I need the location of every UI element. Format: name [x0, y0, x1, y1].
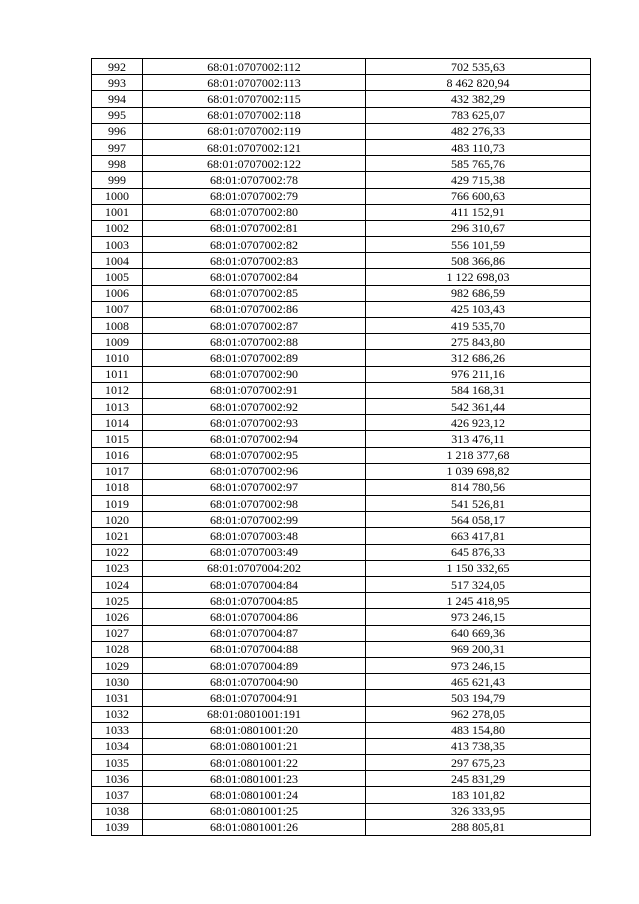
row-number-cell: 1025: [92, 593, 143, 609]
cadastral-number-cell: 68:01:0707004:88: [143, 641, 366, 657]
cadastral-value-cell: 969 200,31: [366, 641, 591, 657]
row-number-cell: 1012: [92, 382, 143, 398]
cadastral-value-cell: 419 535,70: [366, 318, 591, 334]
row-number-cell: 1016: [92, 447, 143, 463]
row-number-cell: 1035: [92, 755, 143, 771]
table-row: [92, 657, 591, 673]
cadastral-value-table: [91, 58, 591, 836]
cadastral-value-cell: 312 686,26: [366, 350, 591, 366]
row-number-cell: 1002: [92, 220, 143, 236]
cadastral-value-cell: 542 361,44: [366, 398, 591, 414]
cadastral-number-cell: 68:01:0801001:25: [143, 803, 366, 819]
row-number-cell: 1021: [92, 528, 143, 544]
cadastral-number-cell: 68:01:0707002:89: [143, 350, 366, 366]
row-number-cell: 1013: [92, 398, 143, 414]
table-row: [92, 706, 591, 722]
cadastral-number-cell: 68:01:0707003:48: [143, 528, 366, 544]
table-row: [92, 787, 591, 803]
cadastral-value-cell: 413 738,35: [366, 738, 591, 754]
row-number-cell: 1032: [92, 706, 143, 722]
row-number-cell: 1001: [92, 204, 143, 220]
table-body: [92, 59, 591, 836]
cadastral-value-cell: 556 101,59: [366, 237, 591, 253]
cadastral-number-cell: 68:01:0707002:91: [143, 382, 366, 398]
table-row: [92, 463, 591, 479]
cadastral-number-cell: 68:01:0801001:24: [143, 787, 366, 803]
cadastral-number-cell: 68:01:0707002:90: [143, 366, 366, 382]
table-row: [92, 544, 591, 560]
cadastral-number-cell: 68:01:0707002:113: [143, 75, 366, 91]
row-number-cell: 997: [92, 139, 143, 155]
row-number-cell: 1022: [92, 544, 143, 560]
table-row: [92, 819, 591, 835]
row-number-cell: 1014: [92, 415, 143, 431]
cadastral-value-cell: 508 366,86: [366, 253, 591, 269]
cadastral-number-cell: 68:01:0707002:112: [143, 59, 366, 75]
cadastral-value-cell: 814 780,56: [366, 479, 591, 495]
cadastral-value-cell: 1 122 698,03: [366, 269, 591, 285]
table-row: [92, 803, 591, 819]
table-row: [92, 334, 591, 350]
row-number-cell: 992: [92, 59, 143, 75]
row-number-cell: 1033: [92, 722, 143, 738]
cadastral-number-cell: 68:01:0707002:79: [143, 188, 366, 204]
table-row: [92, 625, 591, 641]
table-row: [92, 350, 591, 366]
row-number-cell: 999: [92, 172, 143, 188]
table-row: [92, 771, 591, 787]
cadastral-value-cell: 585 765,76: [366, 156, 591, 172]
cadastral-value-cell: 702 535,63: [366, 59, 591, 75]
row-number-cell: 1026: [92, 609, 143, 625]
row-number-cell: 1030: [92, 674, 143, 690]
cadastral-value-cell: 640 669,36: [366, 625, 591, 641]
table-row: [92, 285, 591, 301]
table-row: [92, 674, 591, 690]
cadastral-number-cell: 68:01:0707002:96: [143, 463, 366, 479]
row-number-cell: 994: [92, 91, 143, 107]
table-row: [92, 123, 591, 139]
row-number-cell: 1008: [92, 318, 143, 334]
cadastral-number-cell: 68:01:0707002:78: [143, 172, 366, 188]
row-number-cell: 998: [92, 156, 143, 172]
cadastral-number-cell: 68:01:0801001:21: [143, 738, 366, 754]
row-number-cell: 1006: [92, 285, 143, 301]
cadastral-number-cell: 68:01:0707002:122: [143, 156, 366, 172]
cadastral-value-cell: 275 843,80: [366, 334, 591, 350]
table-row: [92, 301, 591, 317]
cadastral-number-cell: 68:01:0707004:85: [143, 593, 366, 609]
cadastral-number-cell: 68:01:0707002:95: [143, 447, 366, 463]
table-row: [92, 447, 591, 463]
cadastral-value-cell: 503 194,79: [366, 690, 591, 706]
table-row: [92, 237, 591, 253]
table-row: [92, 609, 591, 625]
cadastral-number-cell: 68:01:0707004:90: [143, 674, 366, 690]
cadastral-number-cell: 68:01:0707002:80: [143, 204, 366, 220]
cadastral-number-cell: 68:01:0707002:87: [143, 318, 366, 334]
cadastral-value-cell: 982 686,59: [366, 285, 591, 301]
table-row: [92, 479, 591, 495]
row-number-cell: 1039: [92, 819, 143, 835]
cadastral-value-cell: 296 310,67: [366, 220, 591, 236]
cadastral-value-cell: 432 382,29: [366, 91, 591, 107]
cadastral-value-cell: 541 526,81: [366, 496, 591, 512]
cadastral-value-cell: 962 278,05: [366, 706, 591, 722]
row-number-cell: 1009: [92, 334, 143, 350]
cadastral-number-cell: 68:01:0707002:83: [143, 253, 366, 269]
cadastral-number-cell: 68:01:0707002:121: [143, 139, 366, 155]
cadastral-value-cell: 482 276,33: [366, 123, 591, 139]
table-row: [92, 366, 591, 382]
table-row: [92, 204, 591, 220]
cadastral-number-cell: 68:01:0707002:81: [143, 220, 366, 236]
cadastral-number-cell: 68:01:0707004:84: [143, 577, 366, 593]
table-row: [92, 107, 591, 123]
table-row: [92, 75, 591, 91]
table-row: [92, 398, 591, 414]
cadastral-number-cell: 68:01:0707002:119: [143, 123, 366, 139]
row-number-cell: 1037: [92, 787, 143, 803]
table-row: [92, 172, 591, 188]
table-row: [92, 738, 591, 754]
row-number-cell: 1034: [92, 738, 143, 754]
table-row: [92, 593, 591, 609]
row-number-cell: 993: [92, 75, 143, 91]
row-number-cell: 1018: [92, 479, 143, 495]
cadastral-value-cell: 429 715,38: [366, 172, 591, 188]
cadastral-value-cell: 645 876,33: [366, 544, 591, 560]
row-number-cell: 1003: [92, 237, 143, 253]
cadastral-number-cell: 68:01:0707004:86: [143, 609, 366, 625]
table-row: [92, 528, 591, 544]
row-number-cell: 995: [92, 107, 143, 123]
cadastral-value-cell: 564 058,17: [366, 512, 591, 528]
cadastral-value-cell: 766 600,63: [366, 188, 591, 204]
row-number-cell: 1000: [92, 188, 143, 204]
row-number-cell: 996: [92, 123, 143, 139]
cadastral-number-cell: 68:01:0707004:87: [143, 625, 366, 641]
row-number-cell: 1004: [92, 253, 143, 269]
table-row: [92, 91, 591, 107]
cadastral-value-cell: 1 218 377,68: [366, 447, 591, 463]
row-number-cell: 1011: [92, 366, 143, 382]
row-number-cell: 1024: [92, 577, 143, 593]
row-number-cell: 1017: [92, 463, 143, 479]
cadastral-number-cell: 68:01:0707002:86: [143, 301, 366, 317]
cadastral-value-cell: 426 923,12: [366, 415, 591, 431]
cadastral-number-cell: 68:01:0707002:92: [143, 398, 366, 414]
cadastral-number-cell: 68:01:0707002:94: [143, 431, 366, 447]
cadastral-value-cell: 973 246,15: [366, 609, 591, 625]
cadastral-number-cell: 68:01:0707004:89: [143, 657, 366, 673]
row-number-cell: 1027: [92, 625, 143, 641]
cadastral-value-cell: 483 154,80: [366, 722, 591, 738]
table-row: [92, 431, 591, 447]
row-number-cell: 1029: [92, 657, 143, 673]
cadastral-value-cell: 297 675,23: [366, 755, 591, 771]
row-number-cell: 1007: [92, 301, 143, 317]
table-row: [92, 220, 591, 236]
cadastral-number-cell: 68:01:0801001:20: [143, 722, 366, 738]
table-row: [92, 755, 591, 771]
table-row: [92, 318, 591, 334]
cadastral-value-cell: 288 805,81: [366, 819, 591, 835]
cadastral-value-cell: 663 417,81: [366, 528, 591, 544]
table-row: [92, 722, 591, 738]
row-number-cell: 1005: [92, 269, 143, 285]
row-number-cell: 1031: [92, 690, 143, 706]
cadastral-number-cell: 68:01:0707002:97: [143, 479, 366, 495]
row-number-cell: 1019: [92, 496, 143, 512]
table-row: [92, 690, 591, 706]
cadastral-number-cell: 68:01:0707002:85: [143, 285, 366, 301]
row-number-cell: 1015: [92, 431, 143, 447]
row-number-cell: 1038: [92, 803, 143, 819]
table-row: [92, 641, 591, 657]
cadastral-value-cell: 1 150 332,65: [366, 560, 591, 576]
table-row: [92, 59, 591, 75]
table-row: [92, 496, 591, 512]
cadastral-number-cell: 68:01:0707002:93: [143, 415, 366, 431]
cadastral-value-cell: 425 103,43: [366, 301, 591, 317]
cadastral-value-cell: 1 039 698,82: [366, 463, 591, 479]
table-row: [92, 382, 591, 398]
table-row: [92, 577, 591, 593]
cadastral-value-cell: 183 101,82: [366, 787, 591, 803]
cadastral-value-cell: 313 476,11: [366, 431, 591, 447]
cadastral-number-cell: 68:01:0707003:49: [143, 544, 366, 560]
cadastral-value-cell: 973 246,15: [366, 657, 591, 673]
cadastral-value-cell: 517 324,05: [366, 577, 591, 593]
cadastral-value-cell: 411 152,91: [366, 204, 591, 220]
cadastral-value-cell: 465 621,43: [366, 674, 591, 690]
cadastral-number-cell: 68:01:0801001:191: [143, 706, 366, 722]
table-row: [92, 139, 591, 155]
cadastral-value-cell: 783 625,07: [366, 107, 591, 123]
cadastral-number-cell: 68:01:0707002:88: [143, 334, 366, 350]
cadastral-value-cell: 483 110,73: [366, 139, 591, 155]
row-number-cell: 1020: [92, 512, 143, 528]
row-number-cell: 1028: [92, 641, 143, 657]
table-row: [92, 560, 591, 576]
table-row: [92, 269, 591, 285]
cadastral-number-cell: 68:01:0707002:82: [143, 237, 366, 253]
cadastral-number-cell: 68:01:0707004:91: [143, 690, 366, 706]
cadastral-number-cell: 68:01:0801001:22: [143, 755, 366, 771]
cadastral-number-cell: 68:01:0707002:98: [143, 496, 366, 512]
table-row: [92, 512, 591, 528]
table-row: [92, 188, 591, 204]
cadastral-value-cell: 584 168,31: [366, 382, 591, 398]
row-number-cell: 1023: [92, 560, 143, 576]
table-row: [92, 253, 591, 269]
cadastral-number-cell: 68:01:0801001:23: [143, 771, 366, 787]
cadastral-value-cell: 326 333,95: [366, 803, 591, 819]
cadastral-value-cell: 1 245 418,95: [366, 593, 591, 609]
cadastral-value-cell: 8 462 820,94: [366, 75, 591, 91]
cadastral-number-cell: 68:01:0707002:115: [143, 91, 366, 107]
cadastral-number-cell: 68:01:0707002:118: [143, 107, 366, 123]
cadastral-value-cell: 245 831,29: [366, 771, 591, 787]
row-number-cell: 1036: [92, 771, 143, 787]
cadastral-number-cell: 68:01:0801001:26: [143, 819, 366, 835]
row-number-cell: 1010: [92, 350, 143, 366]
cadastral-number-cell: 68:01:0707004:202: [143, 560, 366, 576]
table-row: [92, 156, 591, 172]
table-row: [92, 415, 591, 431]
cadastral-value-cell: 976 211,16: [366, 366, 591, 382]
cadastral-number-cell: 68:01:0707002:99: [143, 512, 366, 528]
cadastral-number-cell: 68:01:0707002:84: [143, 269, 366, 285]
